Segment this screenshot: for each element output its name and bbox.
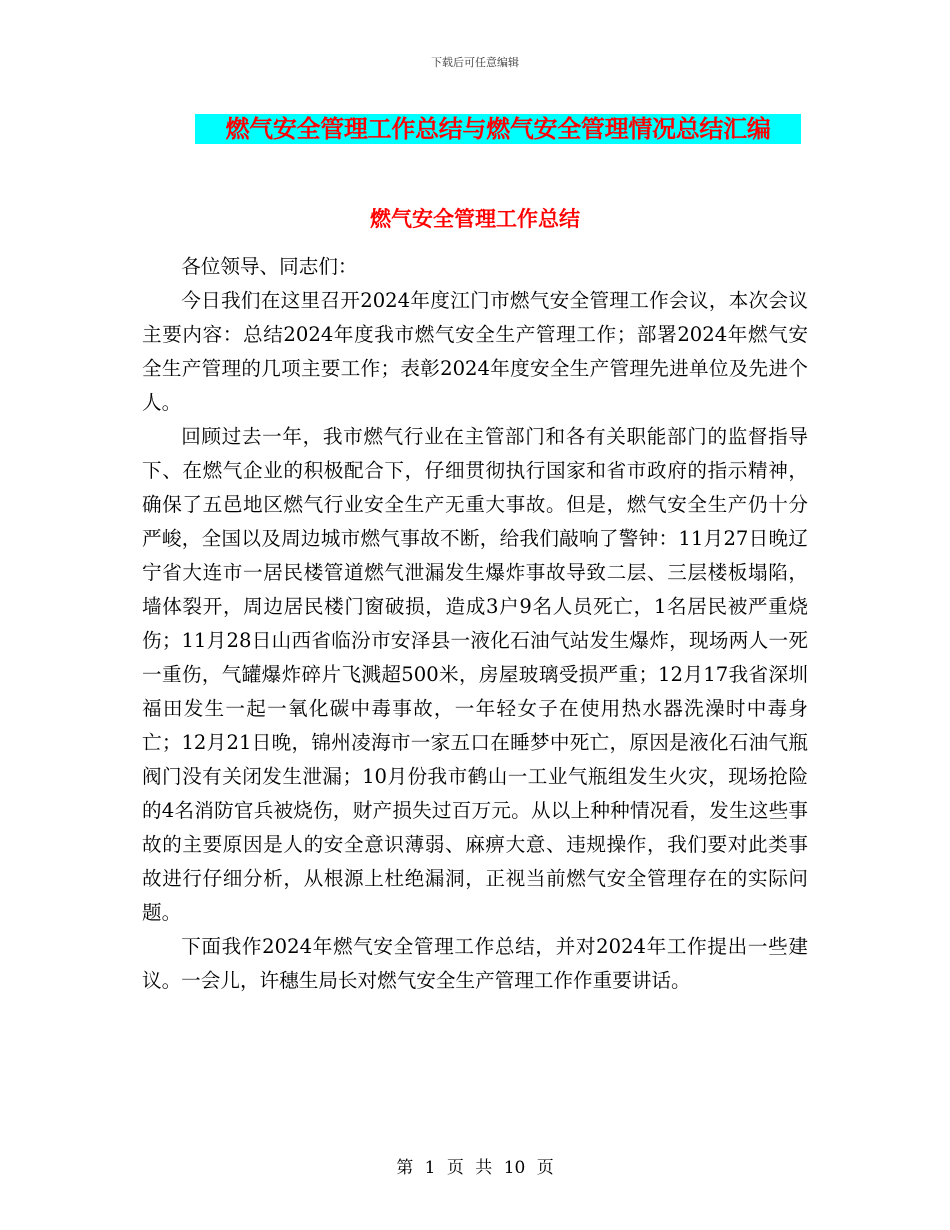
page-header: 下载后可任意编辑 [431, 56, 519, 69]
document-main-title: 燃气安全管理工作总结与燃气安全管理情况总结汇编 [195, 114, 801, 144]
page-footer: 第 1 页 共 10 页 [396, 1158, 554, 1178]
paragraph-summary-outline: 下面我作2024年燃气安全管理工作总结，并对2024年工作提出一些建议。一会儿，许穗生局长对燃气安全生产管理工作作重要讲话。 [142, 935, 808, 992]
paragraph-year-review: 回顾过去一年，我市燃气行业在主管部门和各有关职能部门的监督指导下、在燃气企业的积极配合下，仔细贯彻执行国家和省市政府的指示精神，确保了五邑地区燃气行业安全生产无重大事故。但是，燃气安全生产仍十分严峻，全国以及周边城市燃气事故不断，给我们敲响了警钟：11月27日晚辽宁省大连市一居民楼管道燃气泄漏发生爆炸事故导致二层、三层楼板塌陷，墙体裂开，周边居民楼门窗破损，造成3户9名人员死亡，1名居民被严重烧伤；11月28日山西省临汾市安泽县一液化石油气站发生爆炸，现场两人一死一重伤，气罐爆炸碎片飞溅超500米，房屋玻璃受损严重；12月17我省深圳福田发生一起一氧化碳中毒事故，一年轻女子在使用热水器洗澡时中毒身亡；12月21日晚，锦州凌海市一家五口在睡梦中死亡，原因是液化石油气瓶阀门没有关闭发生泄漏；10月份我市鹤山一工业气瓶组发生火灾，现场抢险的4名消防官兵被烧伤，财产损失过百万元。从以上种种情况看，发生这些事故的主要原因是人的安全意识薄弱、麻痹大意、违规操作，我们要对此类事故进行仔细分析，从根源上杜绝漏洞，正视当前燃气安全管理存在的实际问题。 [142, 425, 808, 924]
salutation: 各位领导、同志们： [181, 255, 358, 278]
document-body [142, 250, 808, 998]
section-title: 燃气安全管理工作总结 [370, 207, 580, 231]
paragraph-meeting-intro: 今日我们在这里召开2024年度江门市燃气安全管理工作会议，本次会议主要内容：总结2024年度我市燃气安全生产管理工作；部署2024年燃气安全生产管理的几项主要工作；表彰2024年度安全生产管理先进单位及先进个人。 [142, 289, 808, 414]
